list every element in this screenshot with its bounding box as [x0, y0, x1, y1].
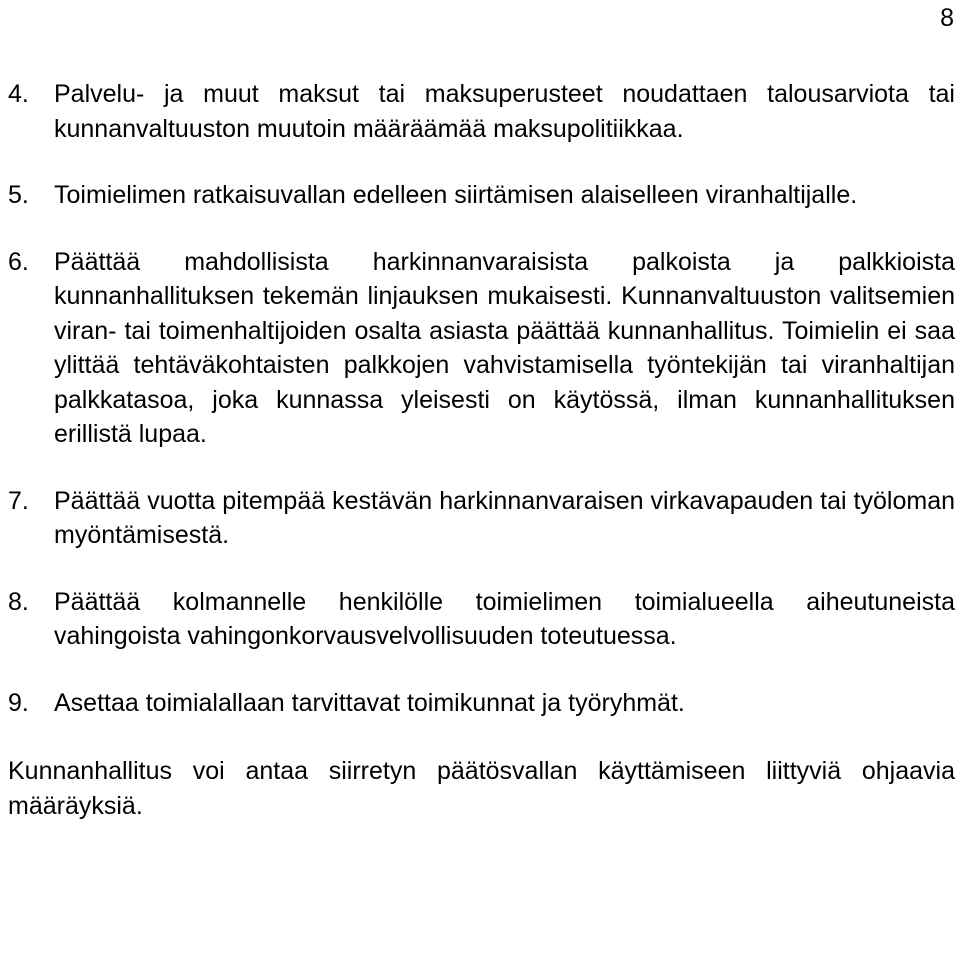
- list-item-7: [8, 484, 955, 553]
- list-item-5: [8, 178, 955, 213]
- list-item-text: Päättää vuotta pitempää kestävän harkinnanvaraisen virkavapauden tai työloman myöntämisestä.: [54, 486, 955, 549]
- list-item-6: [8, 245, 955, 452]
- spacer: [8, 654, 955, 686]
- list-item-number: 5.: [8, 181, 29, 209]
- closing-paragraph: Kunnanhallitus voi antaa siirretyn päätösvallan käyttämiseen liittyviä ohjaavia määräyksiä.: [8, 757, 955, 820]
- list-item-text: Päättää mahdollisista harkinnanvaraisista palkoista ja palkkioista kunnanhallituksen tekemän linjauksen mukaisesti. Kunnanvaltuuston valitsemien viran- tai toimenhaltijoiden osalta asiasta päättää kunnanhallitus. Toimielin ei saa ylittää tehtäväkohtaisten palkkojen vahvistamisella työntekijän tai viranhaltijan palkkatasoa, joka kunnassa yleisesti on käytössä, ilman kunnanhallituksen erillistä lupaa.: [54, 247, 955, 448]
- list-item-text: Palvelu- ja muut maksut tai maksuperusteet noudattaen talousarviota tai kunnanvaltuuston muutoin määräämää maksupolitiikkaa.: [54, 80, 955, 143]
- spacer: [8, 553, 955, 585]
- list-item-number: 9.: [8, 688, 29, 717]
- list-item-text: Päättää kolmannelle henkilölle toimielimen toimialueella aiheutuneista vahingoista vahingonkorvausvelvollisuuden toteutuessa.: [54, 587, 955, 650]
- page-number: 8: [940, 4, 954, 32]
- list-item-number: 6.: [8, 247, 29, 276]
- list-item-number: 4.: [8, 80, 29, 108]
- list-item-number: 7.: [8, 486, 29, 515]
- spacer: [8, 146, 955, 178]
- spacer: [8, 213, 955, 245]
- spacer: [8, 452, 955, 484]
- list-item-text: Asettaa toimialallaan tarvittavat toimikunnat ja työryhmät.: [54, 688, 685, 717]
- document-body: [8, 77, 955, 848]
- list-item-4: [8, 77, 955, 146]
- list-item-number: 8.: [8, 587, 29, 616]
- list-item-9: [8, 686, 955, 721]
- list-item-8: [8, 585, 955, 654]
- list-item-text: Toimielimen ratkaisuvallan edelleen siirtämisen alaiselleen viranhaltijalle.: [54, 181, 858, 209]
